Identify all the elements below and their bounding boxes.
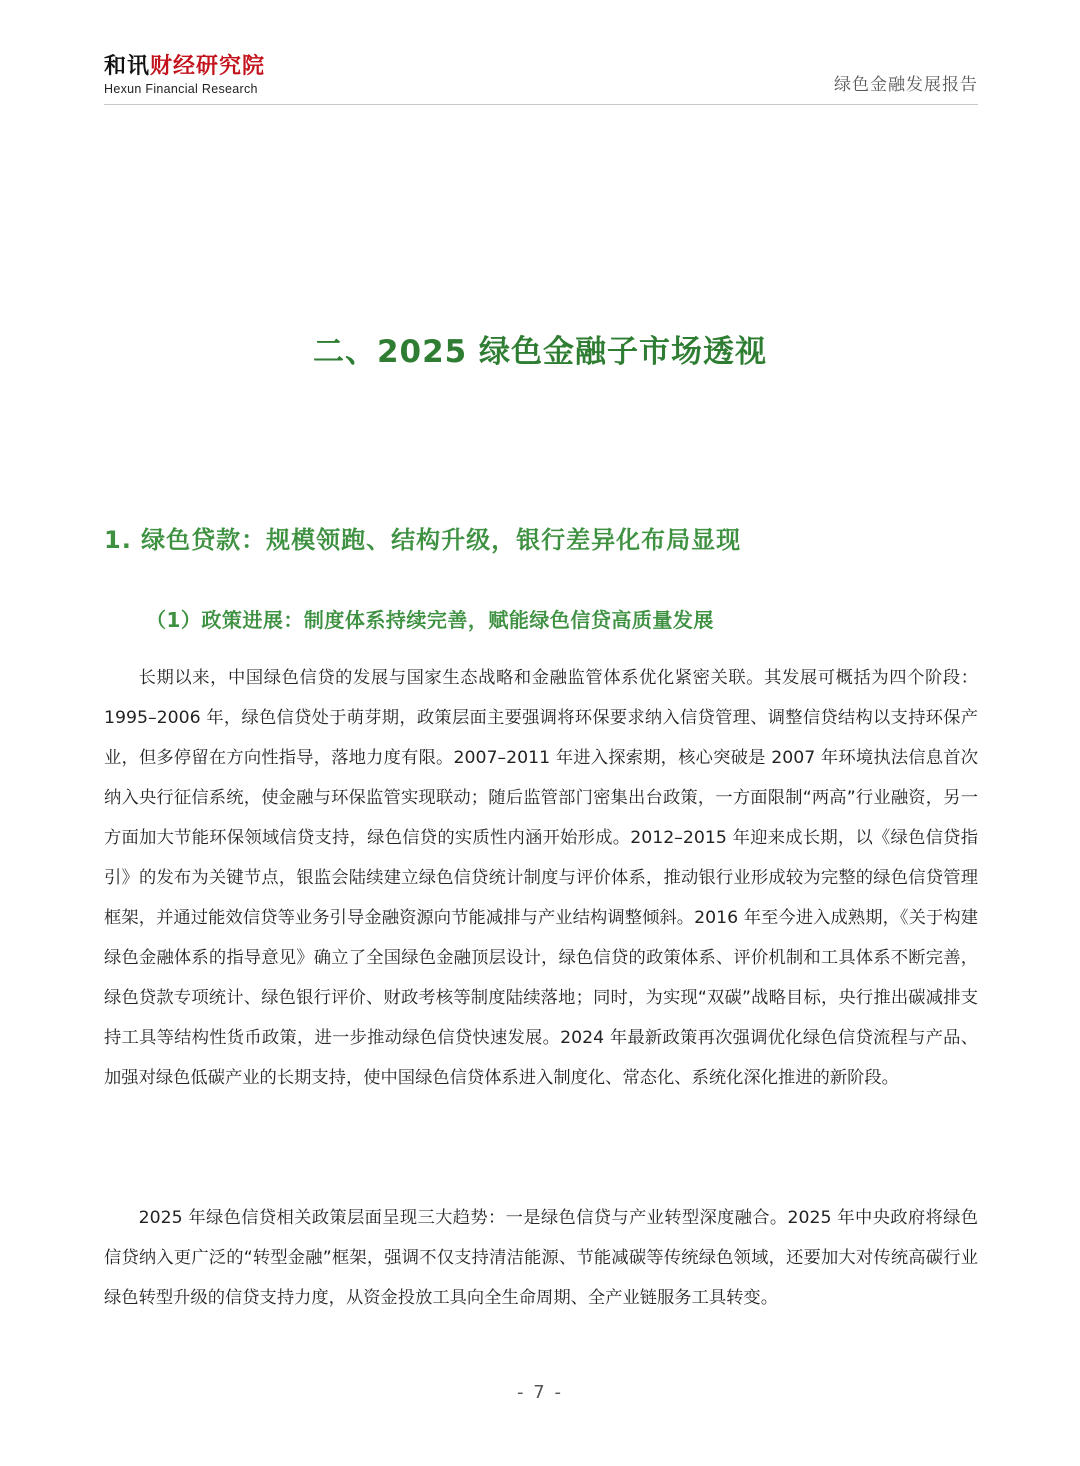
logo-cn-part1: 和讯	[104, 54, 151, 79]
body-paragraph: 长期以来，中国绿色信贷的发展与国家生态战略和金融监管体系优化紧密关联。其发展可概括为四个阶段：1995–2006 年，绿色信贷处于萌芽期，政策层面主要强调将环保要求纳入信贷管理、调整信贷结构以支持环保产业，但多停留在方向性指导，落地力度有限。2007–2011 年进入探索期，核心突破是 2007 年环境执法信息首次纳入央行征信系统，使金融与环保监管实现联动；随后监管部门密集出台政策，一方面限制“两高”行业融资，另一方面加大节能环保领域信贷支持，绿色信贷的实质性内涵开始形成。2012–2015 年迎来成长期，以《绿色信贷指引》的发布为关键节点，银监会陆续建立绿色信贷统计制度与评价体系，推动银行业形成较为完整的绿色信贷管理框架，并通过能效信贷等业务引导金融资源向节能减排与产业结构调整倾斜。2016 年至今进入成熟期，《关于构建绿色金融体系的指导意见》确立了全国绿色金融顶层设计，绿色信贷的政策体系、评价机制和工具体系不断完善，绿色贷款专项统计、绿色银行评价、财政考核等制度陆续落地；同时，为实现“双碳”战略目标，央行推出碳减排支持工具等结构性货币政策，进一步推动绿色信贷快速发展。2024 年最新政策再次强调优化绿色信贷流程与产品、加强对绿色低碳产业的长期支持，使中国绿色信贷体系进入制度化、常态化、系统化深化推进的新阶段。	[104, 668, 978, 1088]
body-paragraph: 2025 年绿色信贷相关政策层面呈现三大趋势：一是绿色信贷与产业转型深度融合。2025 年中央政府将绿色信贷纳入更广泛的“转型金融”框架，强调不仅支持清洁能源、节能减碳等传统绿色领域，还要加大对传统高碳行业绿色转型升级的信贷支持力度，从资金投放工具向全生命周期、全产业链服务工具转变。	[104, 1208, 978, 1308]
logo-cn-part2: 财经研究院	[150, 54, 266, 79]
logo-english: Hexun Financial Research	[104, 82, 258, 96]
logo-chinese	[104, 54, 265, 80]
page-number: - 7 -	[517, 1382, 563, 1403]
subsection-title: （1）政策进展：制度体系持续完善，赋能绿色信贷高质量发展	[146, 608, 714, 632]
chapter-title: 二、2025 绿色金融子市场透视	[312, 334, 768, 370]
report-name: 绿色金融发展报告	[834, 75, 978, 95]
page-header	[104, 54, 978, 104]
header-divider	[104, 104, 978, 105]
section-title: 1. 绿色贷款：规模领跑、结构升级，银行差异化布局显现	[104, 526, 742, 554]
hexun-logo	[104, 54, 265, 97]
